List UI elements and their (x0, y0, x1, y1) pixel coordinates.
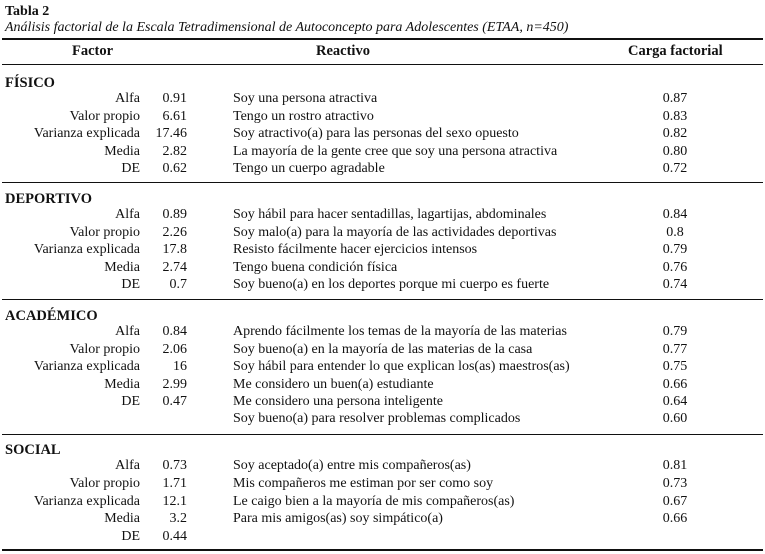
stat-value: 2.26 (162, 225, 187, 240)
stat-value: 0.62 (162, 161, 187, 176)
stat-value: 0.44 (162, 529, 187, 544)
item-loading: 0.76 (662, 260, 688, 275)
stat-label: Alfa (115, 324, 140, 339)
item-loading: 0.72 (662, 161, 688, 176)
section-divider (2, 434, 763, 435)
stat-value: 2.99 (162, 377, 187, 392)
table-row (0, 109, 765, 126)
item-loading: 0.74 (662, 277, 688, 292)
item-text: Mis compañeros me estiman por ser como soy (233, 476, 494, 491)
table-row (0, 494, 765, 511)
header-loading: Carga factorial (628, 43, 723, 59)
stat-label: Varianza explicada (33, 126, 140, 141)
item-text: Tengo un cuerpo agradable (233, 161, 385, 176)
stat-value: 1.71 (162, 476, 187, 491)
stat-label: Alfa (115, 207, 140, 222)
item-text: Para mis amigos(as) soy simpático(a) (233, 511, 443, 526)
item-text: Soy malo(a) para la mayoría de las actividades deportivas (233, 225, 557, 240)
stat-value: 2.82 (162, 143, 187, 159)
item-loading: 0.80 (662, 143, 688, 159)
stat-label: DE (121, 529, 140, 544)
top-rule (2, 38, 763, 40)
item-text: Tengo buena condición física (233, 260, 398, 275)
stat-label: Valor propio (69, 108, 140, 124)
table-row (0, 260, 765, 277)
table-row (0, 144, 765, 161)
item-loading: 0.84 (662, 207, 688, 222)
stat-label: Media (104, 377, 140, 392)
table-row (0, 324, 765, 341)
table-row (0, 126, 765, 143)
stat-value: 17.8 (162, 242, 187, 257)
table-number: Tabla 2 (5, 4, 50, 19)
stat-label: Varianza explicada (33, 359, 140, 374)
stat-value: 0.84 (162, 324, 187, 339)
stat-label: DE (121, 277, 140, 292)
item-loading: 0.77 (662, 342, 688, 357)
header-factor: Factor (72, 43, 114, 59)
table-row (0, 394, 765, 411)
stat-value: 6.61 (162, 108, 187, 124)
item-loading: 0.73 (662, 476, 688, 491)
item-text: Soy una persona atractiva (233, 91, 378, 106)
stat-label: DE (121, 161, 140, 176)
item-loading: 0.8 (666, 225, 684, 240)
item-text: Soy hábil para entender lo que explican los(as) maestros(as) (233, 359, 570, 374)
header-rule (2, 64, 763, 65)
item-loading: 0.79 (662, 242, 688, 257)
item-loading: 0.66 (662, 511, 688, 526)
item-loading: 0.79 (662, 324, 688, 339)
item-text: Me considero una persona inteligente (233, 394, 443, 409)
factor-name: SOCIAL (5, 442, 61, 458)
stat-value: 2.06 (162, 342, 187, 357)
item-loading: 0.83 (662, 108, 688, 124)
table-row (0, 458, 765, 475)
table-row (0, 225, 765, 242)
stat-label: Media (104, 143, 140, 159)
item-text: Le caigo bien a la mayoría de mis compañeros(as) (233, 494, 515, 509)
stat-value: 0.89 (162, 207, 187, 222)
table-row (0, 91, 765, 108)
stat-label: Alfa (115, 91, 140, 106)
table-row (0, 476, 765, 493)
stat-value: 0.91 (162, 91, 187, 106)
item-text: Me considero un buen(a) estudiante (233, 377, 434, 392)
table-row (0, 377, 765, 394)
item-text: Soy aceptado(a) entre mis compañeros(as) (233, 458, 471, 473)
stat-value: 16 (173, 359, 187, 374)
item-text: Resisto fácilmente hacer ejercicios intensos (233, 242, 478, 257)
stat-value: 0.73 (162, 458, 187, 473)
item-loading: 0.66 (662, 377, 688, 392)
table-row (0, 277, 765, 294)
table-row (0, 161, 765, 178)
item-loading: 0.67 (662, 494, 688, 509)
stat-label: Valor propio (69, 225, 140, 240)
stat-value: 12.1 (162, 494, 187, 509)
stat-label: Media (104, 260, 140, 275)
table-caption: Análisis factorial de la Escala Tetradimensional de Autoconcepto para Adolescentes (ETAA, n=450) (5, 20, 569, 35)
table-row (0, 529, 765, 546)
factor-name: ACADÉMICO (5, 308, 98, 324)
factor-name: DEPORTIVO (5, 191, 93, 207)
section-divider (2, 299, 763, 300)
section-divider (2, 182, 763, 183)
stat-label: Valor propio (69, 342, 140, 357)
factor-name: FÍSICO (5, 75, 55, 91)
item-text: Aprendo fácilmente los temas de la mayoría de las materias (233, 324, 567, 339)
table-row (0, 411, 765, 428)
stat-label: Media (104, 511, 140, 526)
table-row (0, 359, 765, 376)
item-loading: 0.64 (662, 394, 688, 409)
stat-label: Alfa (115, 458, 140, 473)
item-text: Soy bueno(a) para resolver problemas complicados (233, 411, 521, 426)
header-item: Reactivo (316, 43, 370, 59)
stat-label: DE (121, 394, 140, 409)
item-loading: 0.75 (662, 359, 688, 374)
item-loading: 0.81 (662, 458, 688, 473)
stat-label: Varianza explicada (33, 494, 140, 509)
stat-label: Valor propio (69, 476, 140, 491)
item-text: Tengo un rostro atractivo (233, 108, 374, 124)
table-row (0, 511, 765, 528)
stat-value: 0.47 (162, 394, 187, 409)
item-loading: 0.60 (662, 411, 688, 426)
table-row (0, 207, 765, 224)
item-loading: 0.87 (662, 91, 688, 106)
item-loading: 0.82 (662, 126, 688, 141)
item-text: Soy bueno(a) en la mayoría de las materias de la casa (233, 342, 533, 357)
item-text: Soy hábil para hacer sentadillas, lagartijas, abdominales (233, 207, 547, 222)
stat-value: 17.46 (155, 126, 187, 141)
bottom-rule (2, 549, 763, 551)
stat-label: Varianza explicada (33, 242, 140, 257)
item-text: Soy atractivo(a) para las personas del sexo opuesto (233, 126, 519, 141)
table-row (0, 242, 765, 259)
item-text: La mayoría de la gente cree que soy una persona atractiva (233, 143, 558, 159)
item-text: Soy bueno(a) en los deportes porque mi cuerpo es fuerte (233, 277, 550, 292)
table-row (0, 342, 765, 359)
stat-value: 3.2 (169, 511, 187, 526)
stat-value: 0.7 (169, 277, 187, 292)
stat-value: 2.74 (162, 260, 187, 275)
